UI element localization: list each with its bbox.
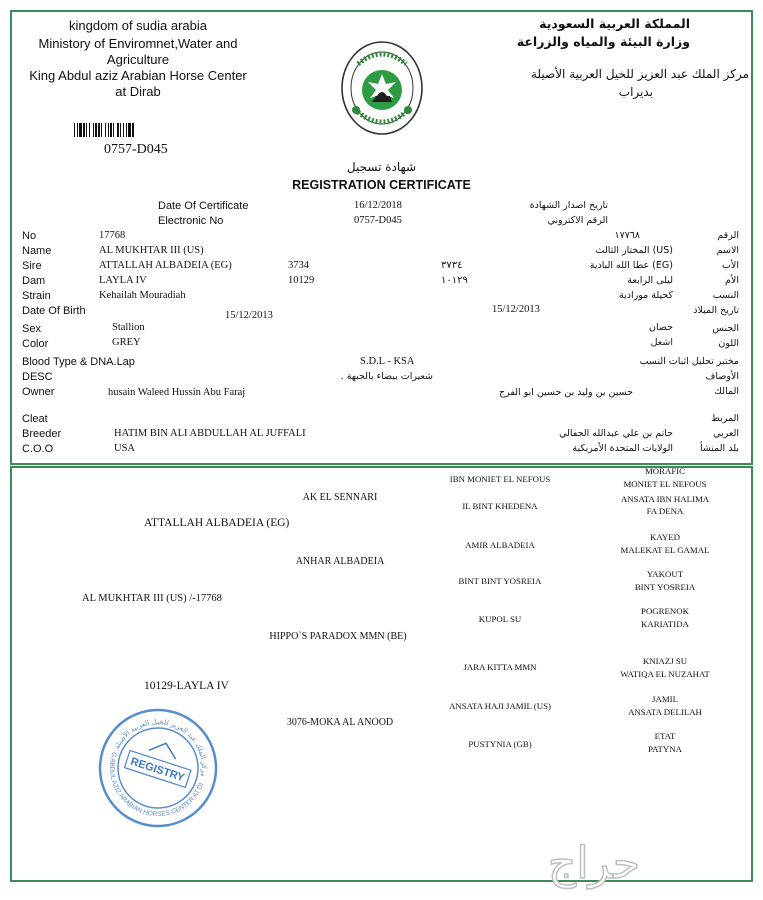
title-english: REGISTRATION CERTIFICATE <box>292 178 471 192</box>
dam-label-ar: الأم <box>725 275 739 286</box>
pedigree-g3-8: PUSTYNIA (GB) <box>468 739 532 749</box>
dob-value: 15/12/2013 <box>225 310 273 321</box>
dob-label-ar: تاريخ الميلاد <box>693 305 739 316</box>
header-ar-4: بديراب <box>618 85 653 99</box>
pedigree-g3-7: ANSATA HAJI JAMIL (US) <box>449 701 551 711</box>
header-ar-2: وزارة البيئة والمياه والزراعة <box>516 34 690 49</box>
pedigree-g3-4: BINT BINT YOSREIA <box>458 576 542 586</box>
blood-label: Blood Type & DNA.Lap <box>22 356 135 368</box>
pedigree-g4-16: PATYNA <box>648 744 682 754</box>
pedigree-g4-10: KARIATIDA <box>641 619 689 629</box>
pedigree-g4-12: WATIQA EL NUZAHAT <box>620 669 710 679</box>
dob-label: Date Of Birth <box>22 305 86 317</box>
color-label-ar: اللون <box>718 338 739 349</box>
no-value: 17768 <box>99 230 126 241</box>
owner-label-ar: المالك <box>714 386 739 397</box>
registry-stamp <box>96 706 220 830</box>
sire-label: Sire <box>22 260 42 272</box>
color-value: GREY <box>112 337 141 348</box>
pedigree-g4-7: YAKOUT <box>646 569 684 579</box>
no-value-ar: ١٧٧٦٨ <box>614 230 640 241</box>
sex-value-ar: حصان <box>649 322 673 333</box>
strain-value: Kehailah Mouradiah <box>99 290 186 301</box>
color-value-ar: اشعل <box>650 337 673 348</box>
dam-value-ar: ليلى الرابعة <box>627 275 673 286</box>
date-certificate-label: Date Of Certificate <box>158 200 249 212</box>
name-value-ar: (US) المختار الثالث <box>595 245 673 256</box>
stamp-english-text: KING ABDUL AZIZ ARABIAN HORSES CENTER AT DIRAB <box>107 751 206 819</box>
breeder-value-ar: حاتم بن علي عبدالله الجفالي <box>559 428 673 439</box>
electronic-no-label: Electronic No <box>158 215 224 227</box>
dam-number: 10129 <box>288 275 315 286</box>
stamp-registry-word: REGISTRY <box>128 755 186 785</box>
pedigree-sire-sire: AK EL SENNARI <box>302 492 378 503</box>
barcode-bar <box>117 123 119 137</box>
strain-value-ar: كحيلة مورادية <box>619 290 673 301</box>
owner-value: husain Waleed Hussin Abu Faraj <box>108 387 246 398</box>
pedigree-g3-6: JARA KITTA MMN <box>463 662 537 672</box>
sire-value-ar: (EG) عطا الله البادية <box>589 260 673 271</box>
cleat-label: Cleat <box>22 413 48 425</box>
barcode-bar <box>110 123 112 137</box>
sire-number-ar: ٣٧٣٤ <box>441 260 463 271</box>
pedigree-dam-dam: 3076-MOKA AL ANOOD <box>286 717 394 728</box>
barcode-bar <box>93 123 94 137</box>
owner-label: Owner <box>22 386 55 398</box>
dam-number-ar: ١٠١٢٩ <box>441 275 468 286</box>
name-label-ar: الاسم <box>716 245 739 256</box>
pedigree-g3-5: KUPOL SU <box>478 614 522 624</box>
pedigree-g4-3: ANSATA IBN HALIMA <box>620 494 710 504</box>
breeder-label: Breeder <box>22 428 62 440</box>
barcode-bar <box>108 123 109 137</box>
desc-label-ar: الأوصاف <box>705 371 739 382</box>
electronic-no-value: 0757-D045 <box>354 215 402 226</box>
header-ar-1: المملكة العربية السعودية <box>539 16 690 31</box>
barcode <box>74 123 174 137</box>
strain-label: Strain <box>22 290 51 302</box>
no-label-ar: الرقم <box>717 230 739 241</box>
pedigree-g4-13: JAMIL <box>652 694 678 704</box>
pedigree-dam: 10129-LAYLA IV <box>144 680 229 692</box>
header-line-4: King Abdul aziz Arabian Horse Center <box>29 68 247 83</box>
barcode-bar <box>86 123 87 137</box>
pedigree-g4-1: MORAFIC <box>644 466 686 476</box>
barcode-bar <box>74 123 75 137</box>
sex-label: Sex <box>22 323 41 335</box>
pedigree-dam-sire: HIPPO`S PARADOX MMN (BE) <box>269 631 407 642</box>
stamp-arabic-text: مركز الملك عبد العزيز للخيل العربية الأصيلة <box>112 717 209 778</box>
ministry-logo <box>336 38 428 138</box>
header-line-1: kingdom of sudia arabia <box>68 18 208 33</box>
color-label: Color <box>22 338 49 350</box>
pedigree-g4-6: MALEKAT EL GAMAL <box>620 545 710 555</box>
strain-label-ar: النسب <box>712 290 739 301</box>
header-line-3: Agriculture <box>106 52 170 67</box>
pedigree-horse: AL MUKHTAR III (US) /-17768 <box>82 593 222 604</box>
barcode-bar <box>123 123 124 137</box>
pedigree-g4-11: KNIAZJ SU <box>642 656 688 666</box>
pedigree-g4-15: ETAT <box>654 731 676 741</box>
electronic-no-label-ar: الرقم الاكتروني <box>547 215 608 226</box>
header-line-5: at Dirab <box>115 84 161 99</box>
pedigree-g3-3: AMIR ALBADEIA <box>465 540 535 550</box>
watermark: حراج <box>548 838 641 889</box>
barcode-bar <box>132 123 134 137</box>
pedigree-g4-4: FA DENA <box>646 506 684 516</box>
pedigree-g3-2: IL BINT KHEDENA <box>462 501 538 511</box>
date-certificate-value: 16/12/2018 <box>354 200 402 211</box>
sire-number: 3734 <box>288 260 309 271</box>
barcode-bar <box>120 123 121 137</box>
barcode-bar <box>77 123 78 137</box>
sex-value: Stallion <box>112 322 145 333</box>
barcode-bar <box>79 123 82 137</box>
title-arabic: شهادة تسجيل <box>346 160 417 174</box>
coo-label: C.O.O <box>22 443 54 455</box>
name-value: AL MUKHTAR III (US) <box>99 245 204 256</box>
barcode-bar <box>83 123 85 137</box>
breeder-value: HATIM BIN ALI ABDULLAH AL JUFFALI <box>114 428 306 439</box>
pedigree-g4-8: BINT YOSREIA <box>634 582 696 592</box>
pedigree-sire: ATTALLAH ALBADEIA (EG) <box>144 517 290 529</box>
name-label: Name <box>22 245 52 257</box>
dob-value-right: 15/12/2013 <box>492 304 540 315</box>
barcode-bar <box>89 123 90 137</box>
coo-value: USA <box>114 443 136 454</box>
cleat-label-ar: المربط <box>711 413 739 424</box>
barcode-bar <box>98 123 100 137</box>
pedigree-g4-5: KAYED <box>650 532 680 542</box>
owner-value-ar: حسين بن وليد بن حسين ابو الفرج <box>498 387 633 398</box>
pedigree-g3-1: IBN MONIET EL NEFOUS <box>449 474 551 484</box>
barcode-bar <box>113 123 114 137</box>
barcode-bar <box>101 123 102 137</box>
pedigree-g4-14: ANSATA DELILAH <box>628 707 702 717</box>
breeder-label-ar: العربي <box>713 428 739 439</box>
barcode-bar <box>105 123 106 137</box>
pedigree-g4-2: MONIET EL NEFOUS <box>623 479 707 489</box>
barcode-bar <box>95 123 97 137</box>
dam-label: Dam <box>22 275 46 287</box>
sex-label-ar: الجنس <box>712 323 739 334</box>
barcode-bar <box>126 123 127 137</box>
pedigree-sire-dam: ANHAR ALBADEIA <box>295 556 385 567</box>
header-line-2: Ministory of Enviromnet,Water and <box>38 36 238 51</box>
barcode-bar <box>128 123 131 137</box>
barcode-number: 0757-D045 <box>104 142 168 157</box>
desc-value-ar: شعيرات بيضاء بالجبهة . <box>340 371 433 382</box>
desc-label: DESC <box>22 371 53 383</box>
blood-label-ar: مختبر تحليل اثبات النسب <box>639 356 739 367</box>
coo-value-ar: الولايات المتحدة الأمريكية <box>572 443 673 454</box>
date-certificate-label-ar: تاريخ اصدار الشهادة <box>529 200 608 211</box>
sire-value: ATTALLAH ALBADEIA (EG) <box>99 260 232 271</box>
dam-value: LAYLA IV <box>99 275 147 286</box>
no-label: No <box>22 230 37 242</box>
sire-label-ar: الأب <box>721 260 739 271</box>
header-ar-3: مركز الملك عبد العزيز للخيل العربية الأصيلة <box>531 67 749 81</box>
pedigree-g4-9: POGRENOK <box>641 606 689 616</box>
coo-label-ar: بلد المنشأ <box>699 443 739 454</box>
blood-value: S.D.L - KSA <box>360 356 415 367</box>
